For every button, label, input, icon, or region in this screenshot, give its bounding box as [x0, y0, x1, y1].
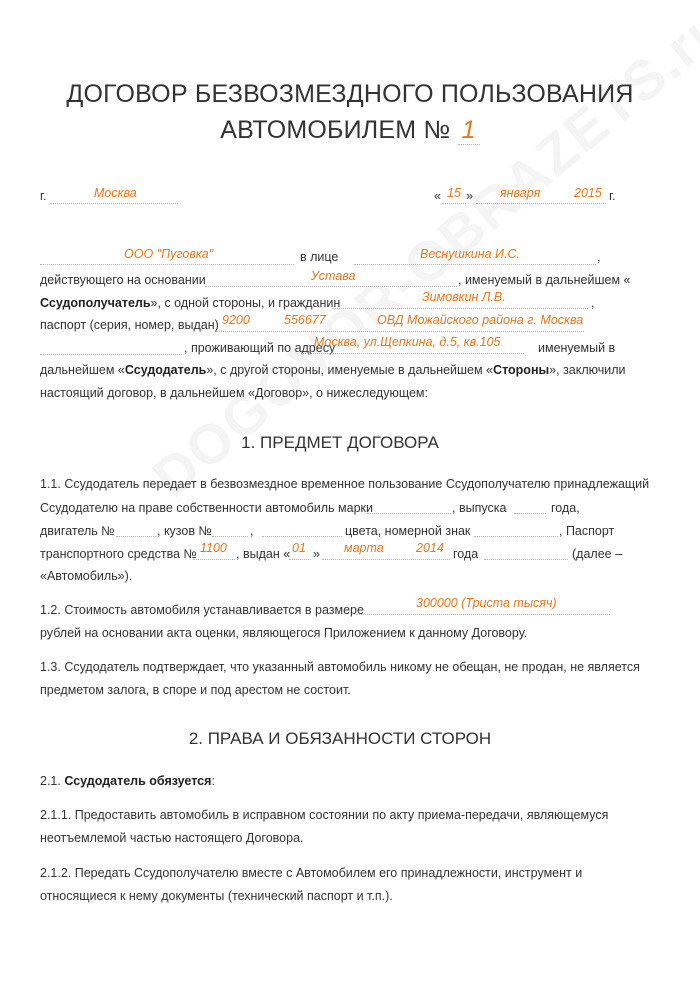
passport-issued-value: ОВД Можайского района г. Москва	[377, 313, 584, 327]
date-quote-open: «	[434, 189, 441, 203]
contract-number[interactable]: 1	[458, 116, 480, 145]
in-person-label: в лице	[300, 250, 339, 264]
representative-value: Веснушкина И.С.	[420, 247, 520, 261]
p11-line3b: , кузов №	[157, 524, 212, 538]
car-brand-field[interactable]	[367, 497, 451, 514]
car-year-field[interactable]	[514, 497, 546, 514]
p11-line5: «Автомобиль»).	[40, 569, 133, 583]
p211-line1: 2.1.1. Предоставить автомобиль в исправном состоянии по акту приема-передачи, являющемуся	[40, 808, 609, 822]
p11-line3d: цвета, номерной знак	[345, 524, 471, 538]
p212-line2: относящиеся к нему документы (технический паспорт и т.п.).	[40, 889, 393, 903]
residing-label: , проживающий по адресу	[184, 341, 336, 355]
p21-line	[40, 774, 215, 788]
p12-line2: рублей на основании акта оценки, являющегося Приложением к данному Договору.	[40, 626, 528, 640]
later-prefix: дальнейшем «	[40, 363, 125, 377]
p11-line4a: транспортного средства №	[40, 547, 197, 561]
p211-line2: неотъемлемой частью настоящего Договора.	[40, 831, 304, 845]
p11-line4b: , выдан «	[236, 547, 291, 561]
date-day-value: 15	[447, 186, 461, 200]
pts-extra-field[interactable]	[484, 543, 568, 560]
comma: ,	[597, 250, 601, 264]
p11-line3e: , Паспорт	[559, 524, 615, 538]
p11-line4e: (далее –	[572, 547, 623, 561]
date-month-value: января	[500, 186, 541, 200]
citizen-value: Зимовкин Л.В.	[422, 290, 506, 304]
p21-prefix: 2.1.	[40, 774, 61, 788]
title-text: АВТОМОБИЛЕМ №	[220, 116, 451, 144]
passport-number-value: 556677	[284, 313, 326, 327]
parties-label: Стороны	[493, 363, 550, 377]
acting-basis-label: действующего на основании	[40, 273, 206, 287]
borrower-line	[40, 296, 340, 310]
company-value: ООО "Пуговка"	[124, 247, 214, 261]
p11-line3c: ,	[250, 524, 254, 538]
date-quote-close: »	[466, 189, 473, 203]
p11-line1: 1.1. Ссудодатель передает в безвозмездное временное пользование Ссудополучателю принадлежащий	[40, 477, 650, 491]
plate-number-field[interactable]	[474, 520, 558, 537]
basis-value: Устава	[311, 269, 356, 283]
comma-2: ,	[591, 296, 595, 310]
pts-year-value: 2014	[416, 541, 444, 555]
p11-line4d: года	[453, 547, 479, 561]
p12-line1: 1.2. Стоимость автомобиля устанавливается в размере	[40, 603, 364, 617]
p11-line2c: года,	[551, 501, 580, 515]
passport-label: паспорт (серия, номер, выдан)	[40, 318, 219, 332]
named-b-text: именуемый в	[538, 341, 616, 355]
p13-line1: 1.3. Ссудодатель подтверждает, что указанный автомобиль никому не обещан, не продан, не является	[40, 660, 640, 674]
p11-line3a: двигатель №	[40, 524, 115, 538]
lender-line	[40, 363, 626, 377]
pts-month-value: марта	[344, 541, 384, 555]
named-after-text: , именуемый в дальнейшем «	[458, 273, 631, 287]
city-prefix: г.	[40, 189, 47, 203]
document-title-line2	[0, 116, 700, 145]
p11-line4c: »	[313, 547, 320, 561]
party-text: », с одной стороны, и гражданин	[150, 296, 341, 310]
date-year-suffix: г.	[609, 189, 616, 203]
p21-suffix: :	[211, 774, 215, 788]
p11-line2a: Ссудодателю на праве собственности автомобиль марки	[40, 501, 373, 515]
later-mid: », с другой стороны, именуемые в дальнейшем «	[206, 363, 494, 377]
p11-line2b: , выпуска	[452, 501, 507, 515]
address-value: Москва, ул.Щепкина, д.5, кв.105	[314, 335, 501, 349]
borrower-label: Ссудополучатель	[40, 296, 151, 310]
document-title-line1: ДОГОВОР БЕЗВОЗМЕЗДНОГО ПОЛЬЗОВАНИЯ	[66, 80, 634, 108]
cost-value: 300000 (Триста тысяч)	[416, 596, 557, 610]
section1-heading: 1. ПРЕДМЕТ ДОГОВОРА	[241, 433, 439, 452]
p212-line1: 2.1.2. Передать Ссудополучателю вместе с Автомобилем его принадлежности, инструмент и	[40, 866, 583, 880]
pts-day-value: 01	[292, 541, 306, 555]
city-value: Москва	[94, 186, 137, 200]
p13-line2: предметом залога, в споре и под арестом не состоит.	[40, 683, 351, 697]
body-number-field[interactable]	[212, 520, 248, 537]
engine-number-field[interactable]	[116, 520, 156, 537]
preamble-final-line: настоящий договор, в дальнейшем «Договор», о нижеследующем:	[40, 386, 428, 400]
later-end: », заключили	[549, 363, 626, 377]
color-field[interactable]	[262, 520, 342, 537]
passport-continue-field[interactable]	[40, 338, 182, 355]
pts-number-value: 1100	[200, 541, 227, 555]
date-year-value: 2015	[574, 186, 602, 200]
lender-label: Ссудодатель	[124, 363, 207, 377]
p21-bold: Ссудодатель обязуется	[64, 774, 212, 788]
passport-series-value: 9200	[222, 313, 250, 327]
section2-heading: 2. ПРАВА И ОБЯЗАННОСТИ СТОРОН	[188, 729, 492, 748]
